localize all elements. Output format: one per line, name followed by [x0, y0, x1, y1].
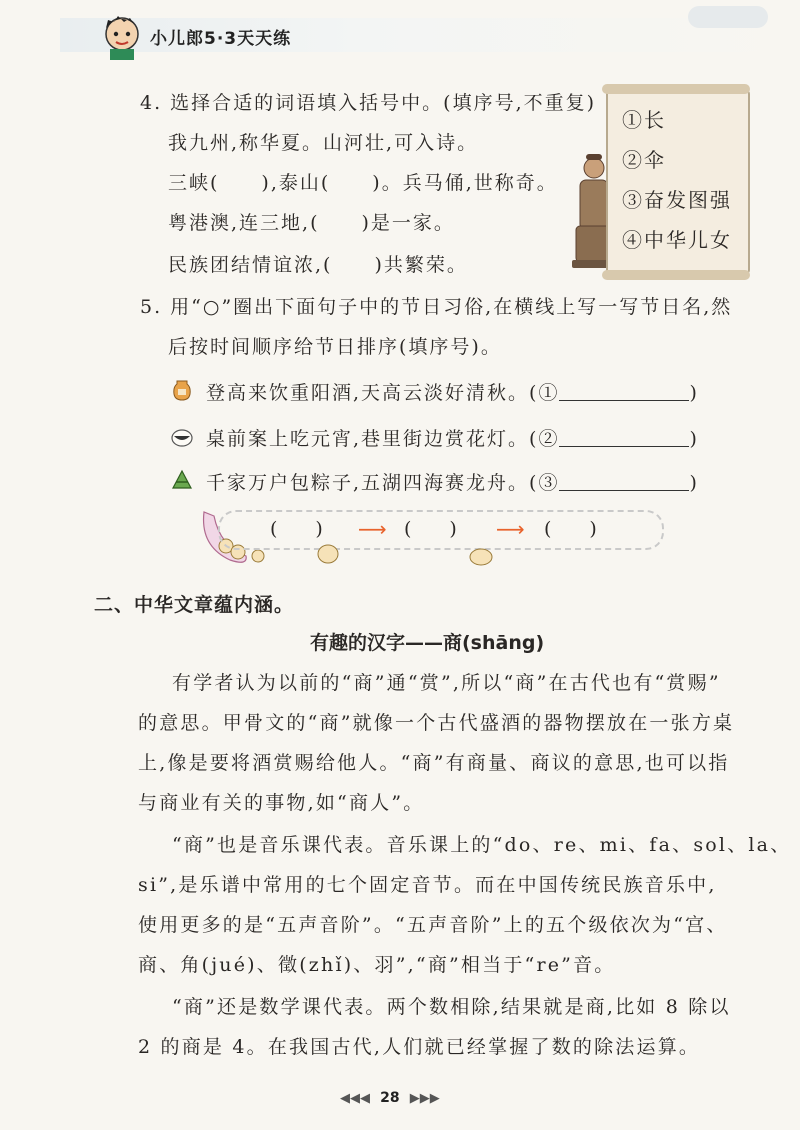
article-line-1: 有学者认为以前的“商”通“赏”,所以“商”在古代也有“赏赐” [172, 672, 721, 694]
q5-title-line-2: 后按时间顺序给节日排序(填序号)。 [168, 336, 502, 358]
article-line-3: 上,像是要将酒赏赐给他人。“商”有商量、商议的意思,也可以指 [138, 752, 730, 774]
article-line-9: “商”还是数学课代表。两个数相除,结果就是商,比如 8 除以 [172, 996, 731, 1018]
article-line-7: 使用更多的是“五声音阶”。“五声音阶”上的五个级依次为“宫、 [138, 914, 728, 936]
q4-line-2: 三峡( ),泰山( )。兵马俑,世称奇。 [168, 172, 558, 194]
q4-title: 4. 选择合适的词语填入括号中。(填序号,不重复) [140, 92, 597, 114]
order-slot-3[interactable]: ( ) [544, 518, 597, 540]
q5-item-1 [206, 378, 699, 405]
option-3: ③奋发图强 [622, 188, 732, 212]
article-line-5: “商”也是音乐课代表。音乐课上的“do、re、mi、fa、sol、la、 [172, 834, 792, 856]
q4-line-1: 我九州,称华夏。山河壮,可入诗。 [168, 132, 479, 154]
article-line-6: si”,是乐谱中常用的七个固定音节。而在中国传统民族音乐中, [138, 874, 717, 896]
wine-jar-icon [170, 378, 194, 402]
tangyuan-icon [170, 424, 194, 448]
option-1: ①长 [622, 108, 666, 132]
q5-item-3-close: ) [689, 472, 699, 494]
q5-item-3 [206, 468, 699, 495]
q5-item-2-close: ) [689, 428, 699, 450]
q5-item-1-close: ) [689, 382, 699, 404]
page-number: 28 [380, 1090, 400, 1106]
scroll-top-rod [602, 84, 750, 94]
arrow-right-icon: ⟶ [358, 517, 387, 541]
article-line-10: 2 的商是 4。在我国古代,人们就已经掌握了数的除法运算。 [138, 1036, 701, 1058]
section-title: 二、中华文章蕴内涵。 [94, 594, 295, 616]
q4-line-3: 粤港澳,连三地,( )是一家。 [168, 212, 455, 234]
page-footer [340, 1090, 440, 1106]
q5-item-2-blank[interactable] [559, 428, 689, 447]
q5-item-1-text: 登高来饮重阳酒,天高云淡好清秋。(① [206, 382, 560, 404]
arrow-right-icon: ⟶ [496, 517, 525, 541]
header-tab [688, 6, 768, 28]
options-scroll [606, 90, 750, 274]
footer-left-arrows: ◀◀◀ [340, 1091, 370, 1106]
order-slot-1[interactable]: ( ) [270, 518, 323, 540]
bean-character-icon [468, 546, 494, 566]
article-line-2: 的意思。甲骨文的“商”就像一个古代盛酒的器物摆放在一张方桌 [138, 712, 735, 734]
article-line-8: 商、角(jué)、徵(zhǐ)、羽”,“商”相当于“re”音。 [138, 954, 616, 976]
scroll-bottom-rod [602, 270, 750, 280]
bean-character-icon [316, 542, 340, 564]
footer-right-arrows: ▶▶▶ [409, 1091, 440, 1106]
option-2: ②伞 [622, 148, 666, 172]
q4-line-4: 民族团结情谊浓,( )共繁荣。 [168, 254, 468, 276]
q5-item-1-blank[interactable] [559, 382, 689, 401]
q5-item-2 [206, 424, 699, 451]
q5-item-3-text: 千家万户包粽子,五湖四海赛龙舟。(③ [206, 472, 560, 494]
article-line-4: 与商业有关的事物,如“商人”。 [138, 792, 425, 814]
q5-item-3-blank[interactable] [559, 472, 689, 491]
article-title: 有趣的汉字——商(shāng) [310, 632, 545, 654]
q5-title-line-1: 5. 用“○”圈出下面句子中的节日习俗,在横线上写一写节日名,然 [140, 296, 733, 318]
option-4: ④中华儿女 [622, 228, 732, 252]
brand-title: 小儿郎5·3天天练 [150, 29, 292, 49]
mascot-icon [100, 14, 144, 60]
order-slot-2[interactable]: ( ) [404, 518, 457, 540]
zongzi-icon [170, 468, 194, 492]
page-header [0, 0, 800, 60]
q5-item-2-text: 桌前案上吃元宵,巷里街边赏花灯。(② [206, 428, 560, 450]
